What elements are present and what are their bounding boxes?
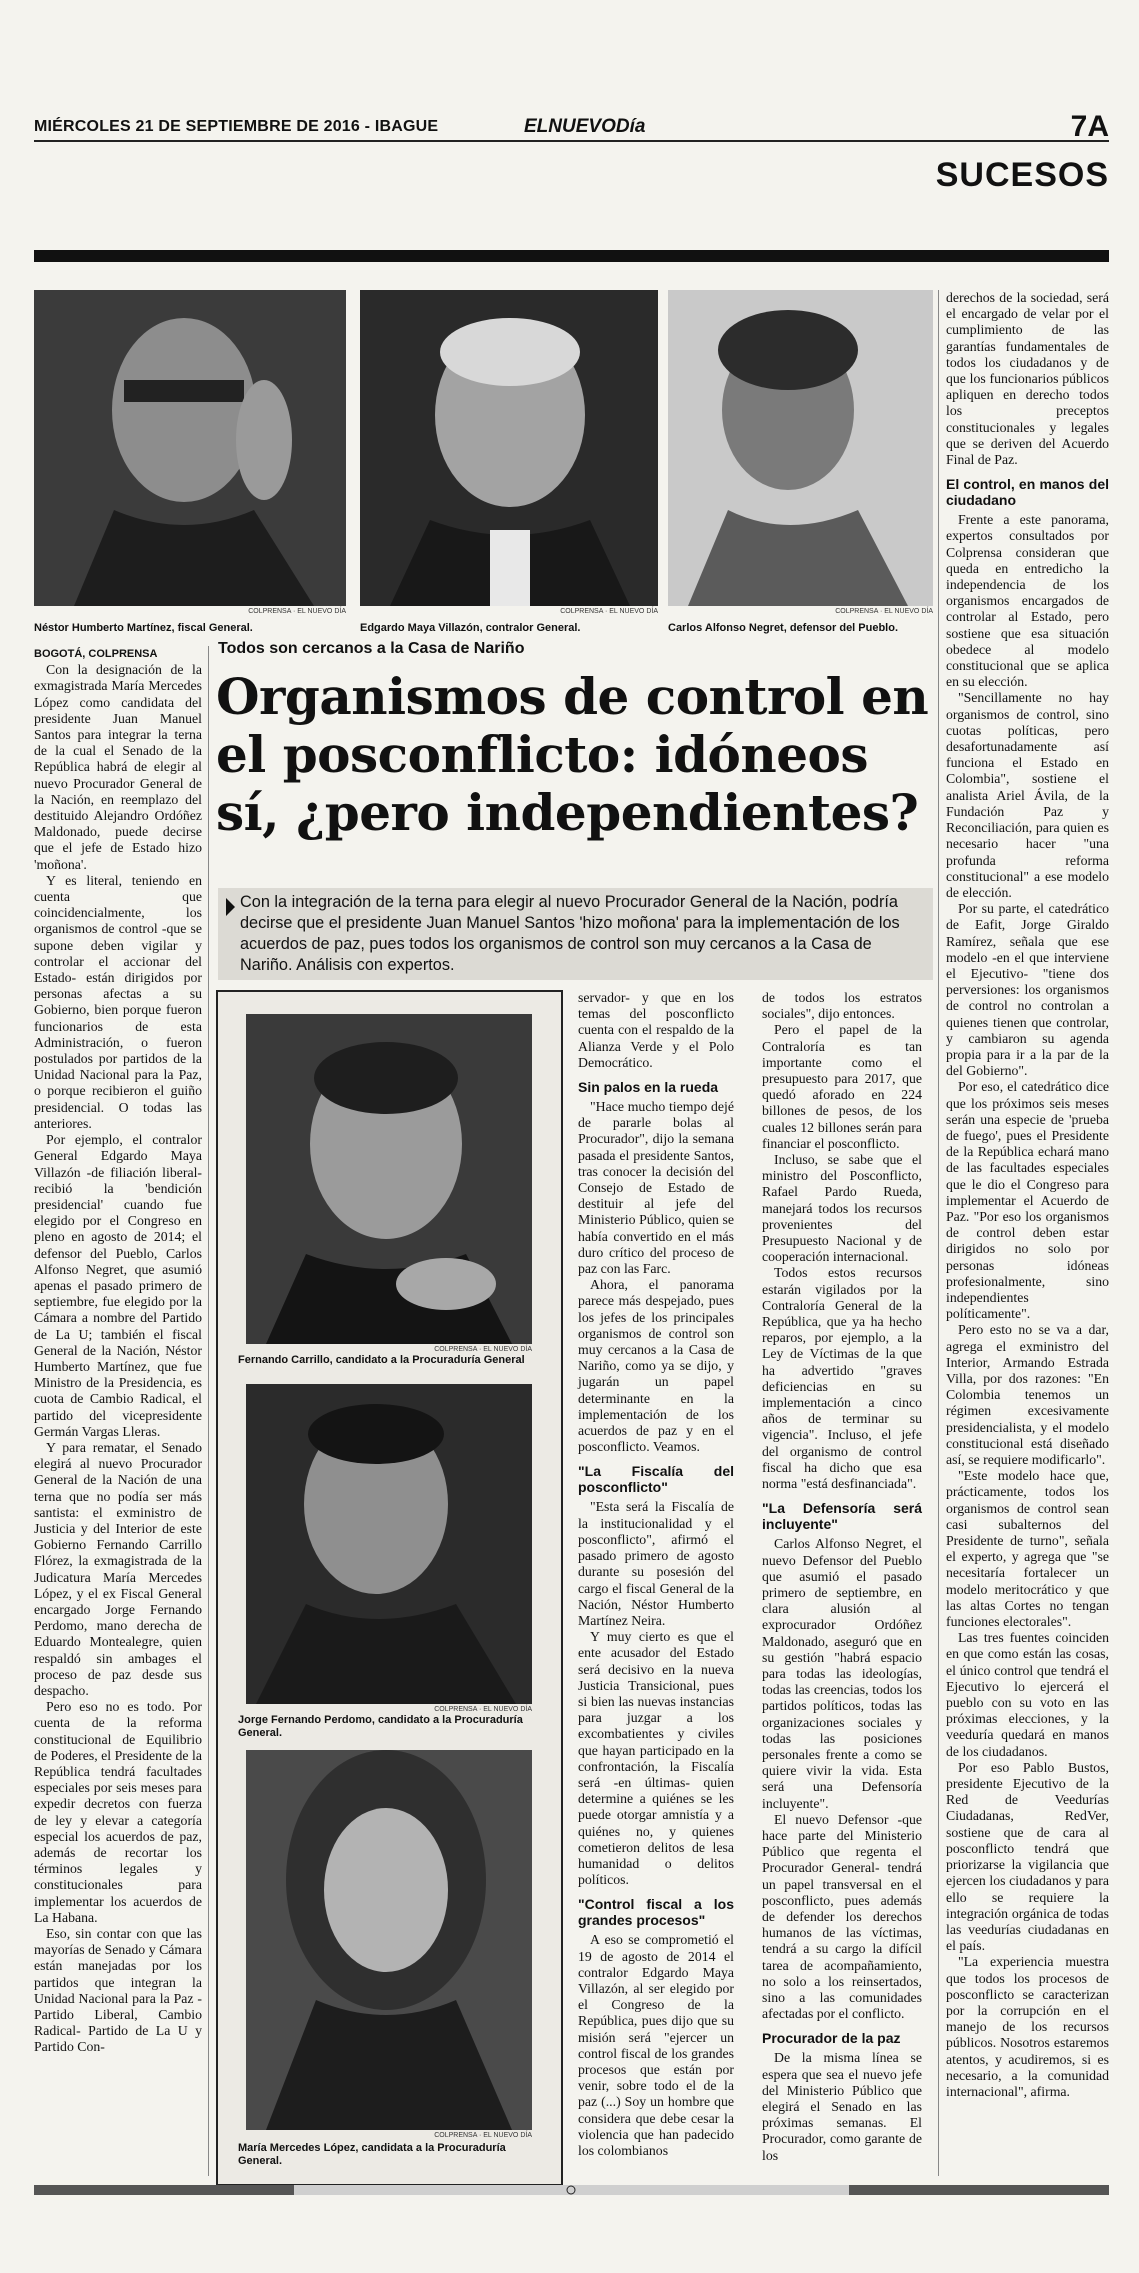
page-header — [34, 110, 1109, 143]
photo-jorge-perdomo — [246, 1384, 532, 1704]
photo-credit: COLPRENSA · EL NUEVO DÍA — [560, 608, 658, 615]
subheading: "Control fiscal a los grandes procesos" — [578, 1896, 734, 1929]
paragraph: "La experiencia muestra que todos los procesos de posconflicto se caracterizan por la corrupción en el manejo de los recursos públicos. Nosotros estaremos atentos, y acudiremos, si es necesario, a la comunidad internacional", afirma. — [946, 1954, 1109, 2099]
photo-maria-mercedes-lopez — [246, 1750, 532, 2130]
paragraph: Ahora, el panorama parece más despejado, pues los jefes de los principales organismos de control son muy cercanos a la Casa de Nariño, como ya se dijo, y jugarán un papel determinante en la implementación de los acuerdos de paz y en el posconflicto. Veamos. — [578, 1277, 734, 1455]
paragraph: Eso, sin contar con que las mayorías de Senado y Cámara están manejadas por los partidos que integran la Unidad Nacional para la Paz -Partido Liberal, Cambio Radical- Partido de La U y Partido Con- — [34, 1926, 202, 2055]
section-title: SUCESOS — [935, 156, 1109, 194]
paragraph: De la misma línea se espera que sea el nuevo jefe del Ministerio Público que elegirá el Senado en las próximas semanas. El Procurador, como garante de los — [762, 2050, 922, 2163]
paragraph: Frente a este panorama, expertos consultados por Colprensa consideran que queda en entredicho la independencia de los organismos encargados de controlar al Estado, pero sostiene que esa situación obedece al modelo constitucional que se aplica en su elección. — [946, 512, 1109, 690]
paragraph: Por eso Pablo Bustos, presidente Ejecutivo de la Red de Veedurías Ciudadanas, RedVer, sostiene que de cara al posconflicto tendrá que priorizarse la vigilancia que ejercen los ciudadanos y para ello se requiere la integración orgánica de todas las veedurías ciudadanas en el país. — [946, 1759, 1109, 1954]
footer-bar — [34, 2180, 1109, 2190]
paragraph: Todos estos recursos estarán vigilados por la Contraloría General de la República, que ya ha hecho reparos, por ejemplo, a la Ley de Víctimas de la que ha advertido "graves deficiencias en su implementación a cinco años de terminar su vigencia". Incluso, el jefe del organismo de control fiscal ha dicho que esa norma "está desfinanciada". — [762, 1265, 922, 1492]
newspaper-logo: ELNUEVODía — [524, 116, 646, 137]
paragraph: derechos de la sociedad, será el encargado de velar por el cumplimiento de las garantías fundamentales de todos los ciudadanos y de que los funcionarios públicos apliquen en derecho todos los preceptos constitucionales y legales que se deriven del Acuerdo Final de Paz. — [946, 290, 1109, 468]
paragraph: Y es literal, teniendo en cuenta que coincidencialmente, los organismos de control -que se supone deben vigilar y controlar el accionar del Estado- están dirigidos por personas afectas a su Gobierno, bien porque fueron funcionarios de esta Administración, o fueron postulados por partidos de la Unidad Nacional para la Paz, o porque recibieron el guiño presidencial. O todas las anteriores. — [34, 872, 202, 1131]
subheading: Sin palos en la rueda — [578, 1079, 719, 1096]
photo-carlos-negret — [668, 290, 933, 606]
photo-credit: COLPRENSA · EL NUEVO DÍA — [434, 1346, 532, 1353]
column-divider — [208, 646, 209, 2176]
paragraph: servador- y que en los temas del posconflicto cuenta con el respaldo de la Alianza Verde y el Polo Democrático. — [578, 990, 734, 1070]
article-column-4 — [762, 990, 922, 2164]
photo-credit: COLPRENSA · EL NUEVO DÍA — [434, 1706, 532, 1713]
subheading: El control, en manos del ciudadano — [946, 476, 1109, 509]
paragraph: Pero el papel de la Contraloría es tan importante como el presupuesto para 2017, que quedó aforado en 224 billones de pesos, de los cuales 12 billones serán para financiar el posconflicto. — [762, 1022, 922, 1151]
dateline: BOGOTÁ, COLPRENSA — [34, 648, 158, 660]
headline: Organismos de control en el posconflicto: idóneos sí, ¿pero independientes? — [216, 667, 929, 842]
photo-nestor-martinez — [34, 290, 346, 606]
paragraph: El nuevo Defensor -que hace parte del Ministerio Público que regenta el Procurador General- tendrá un papel transversal en el posconflicto, pues además de defender los derechos humanos de las víctimas, tendrá a su cargo la difícil tarea de acompañamiento, no solo a los reinsertados, sino a las comunidades afectadas por el conflicto. — [762, 1811, 922, 2022]
photo-caption: Carlos Alfonso Negret, defensor del Pueblo. — [668, 622, 899, 634]
section-rule — [34, 250, 1109, 262]
paragraph: "Este modelo hace que, prácticamente, todos los organismos de control sean casi subalternos del Presidente de turno", señala el experto, y agrega que "se necesitaría fortalecer un modelo meritocrático y que las altas Cortes no tengan funciones electorales". — [946, 1468, 1109, 1630]
kicker: Todos son cercanos a la Casa de Nariño — [218, 640, 525, 657]
paragraph: Por eso, el catedrático dice que los próximos seis meses serán una especie de 'prueba de fuego', pues el Presidente de la República echará mano de las facultades especiales que le dio el Congreso para implementar el Acuerdo de Paz. "Por eso los organismos de control deben estar dirigidos no solo por personas idóneas profesionalmente, sino independientes políticamente". — [946, 1079, 1109, 1322]
paragraph: Las tres fuentes coinciden en que como están las cosas, el único control que tendrá el Ejecutivo lo ejercerá el pueblo con su voto en las próximas elecciones, y la veeduría quedará en manos de los ciudadanos. — [946, 1630, 1109, 1759]
paragraph: Con la designación de la exmagistrada María Mercedes López como candidata del presidente Juan Manuel Santos para integrar la terna de la cual el Senado de la República habrá de elegir al nuevo Procurador General de la Nación, en reemplazo del destituido Alejandro Ordóñez Maldonado, puede decirse que el jefe de Estado hizo 'moñona'. — [34, 662, 202, 872]
paragraph: Y muy cierto es que el ente acusador del Estado será decisivo en la nueva Justicia Transicional, pues si bien las nuevas instancias para juzgar a los excombatientes y civiles que hayan participado en la confrontación, la Fiscalía será -en últimas- quien determine a quiénes se les puede otorgar amnistía y a quiénes no, y quienes cometieron delitos de lesa humanidad o delitos políticos. — [578, 1629, 734, 1888]
lead-paragraph: Con la integración de la terna para elegir al nuevo Procurador General de la Nación, podría decirse que el presidente Juan Manuel Santos 'hizo moñona' para la implementación de los acuerdos de paz, pues todos los organismos de control son muy cercanos a la Casa de Nariño. Análisis con expertos. — [218, 888, 933, 980]
paragraph: "Sencillamente no hay organismos de control, sino cuotas políticas, pero desafortunadamente así funciona el Estado en Colombia", sostiene el analista Ariel Ávila, de la Fundación Paz y Reconciliación, para quien es necesario hacer "una profunda reforma constitucional" a ese modelo de elección. — [946, 690, 1109, 900]
page-number: 7A — [1070, 110, 1109, 143]
subheading: "La Defensoría será incluyente" — [762, 1500, 922, 1533]
photo-edgardo-maya — [360, 290, 658, 606]
issue-date: MIÉRCOLES 21 DE SEPTIEMBRE DE 2016 - IBAGUE — [34, 118, 439, 135]
column-divider — [938, 290, 939, 2176]
paragraph: Pero eso no es todo. Por cuenta de la reforma constitucional de Equilibrio de Poderes, el Presidente de la República tendrá facultades especiales por seis meses para expedir decretos con fuerza de ley y elevar a categoría especial los acuerdos de paz, además de recortar los términos legales y constitucionales para implementar los acuerdos de La Habana. — [34, 1699, 202, 1925]
paragraph: Incluso, se sabe que el ministro del Posconflicto, Rafael Pardo Rueda, manejará todos los recursos provenientes del Presupuesto Nacional y de cooperación internacional. — [762, 1152, 922, 1265]
paragraph: Por ejemplo, el contralor General Edgardo Maya Villazón -de filiación liberal- recibió la 'bendición presidencial' cuando fue elegido por el Congreso en pleno en agosto de 2014; el defensor del Pueblo, Carlos Alfonso Negret, que asumió apenas el pasado primero de septiembre, fue elegido por la Cámara a nombre del Partido de La U; también el fiscal General de la Nación, Néstor Humberto Martínez, que fue Ministro de la Presidencia, es cuota de Cambio Radical, el partido del vicepresidente Germán Vargas Lleras. — [34, 1132, 202, 1439]
photo-credit: COLPRENSA · EL NUEVO DÍA — [248, 608, 346, 615]
paragraph: A eso se comprometió el 19 de agosto de 2014 el contralor Edgardo Maya Villazón, al ser elegido por el Congreso de la República, pues dijo que su misión será "ejercer un control fiscal de los grandes procesos que están por venir, sobre todo el de la paz (...) Soy un hombre que considera que debe cesar la violencia que han padecido los colombianos — [578, 1932, 734, 2158]
photo-credit: COLPRENSA · EL NUEVO DÍA — [835, 608, 933, 615]
article-column-5 — [946, 290, 1109, 2100]
photo-caption: Fernando Carrillo, candidato a la Procuraduría General — [238, 1354, 525, 1366]
paragraph: "Hace mucho tiempo dejé de pararle bolas al Procurador", dijo la semana pasada el presidente Santos, tras conocer la decisión del Consejo de Estado de destituir al jefe del Ministerio Público, quien se había convertido en el más duro crítico del proceso de paz con las Farc. — [578, 1099, 734, 1277]
paragraph: Pero esto no se va a dar, agrega el exministro del Interior, Armando Estrada Villa, por dos razones: "En Colombia tenemos un régimen excesivamente presidencialista, y el modelo constitucional está diseñado así, se requiere modificarlo". — [946, 1322, 1109, 1468]
photo-caption: Néstor Humberto Martínez, fiscal General. — [34, 622, 253, 634]
paragraph: Por su parte, el catedrático de Eafit, Jorge Giraldo Ramírez, señala que ese modelo -en el que interviene el Ejecutivo- "tiene dos perversiones: los organismos de control no controlan a quienes tienen que controlar, y cambiaron su agenda propia para ir a la par de la del Gobierno". — [946, 901, 1109, 1079]
article-column-1 — [34, 646, 202, 2056]
photo-caption: María Mercedes López, candidata a la Procuraduría General. — [238, 2142, 506, 2167]
photo-fernando-carrillo — [246, 1014, 532, 1344]
photo-caption: Edgardo Maya Villazón, contralor General. — [360, 622, 581, 634]
paragraph: Y para rematar, el Senado elegirá al nuevo Procurador General de la Nación de una terna que no podía ser más santista: el exministro de Justicia y del Interior de este Gobierno Fernando Carrillo Flórez, la exmagistrada de la Judicatura María Mercedes López, y el ex Fiscal General encargado Jorge Fernando Perdomo, mano derecha de Eduardo Montealegre, quien respaldó sin ambages el proceso de paz desde sus despacho. — [34, 1439, 202, 1698]
inset-photo-frame — [216, 990, 563, 2186]
paragraph: de todos los estratos sociales", dijo entonces. — [762, 990, 922, 1022]
paragraph: Carlos Alfonso Negret, el nuevo Defensor del Pueblo que asumió el pasado primero de septiembre, en clara alusión al exprocurador Ordóñez Maldonado, aseguró que en su gestión "habrá espacio para todas las ideologías, todas las creencias, todos los partidos políticos, todas las organizaciones sociales y todas las posiciones personales frente a como se quiere vivir la vida. Esta será una Defensoría incluyente". — [762, 1536, 922, 1811]
subheading: Procurador de la paz — [762, 2030, 901, 2047]
paragraph: "Esta será la Fiscalía de la institucionalidad y el posconflicto", afirmó el pasado primero de agosto durante su posesión del cargo el fiscal General de la Nación, Néstor Humberto Martínez Neira. — [578, 1499, 734, 1628]
photo-caption: Jorge Fernando Perdomo, candidato a la Procuraduría General. — [238, 1714, 523, 1739]
photo-credit: COLPRENSA · EL NUEVO DÍA — [434, 2132, 532, 2139]
article-column-3 — [578, 990, 734, 2159]
subheading: "La Fiscalía del posconflicto" — [578, 1463, 734, 1496]
